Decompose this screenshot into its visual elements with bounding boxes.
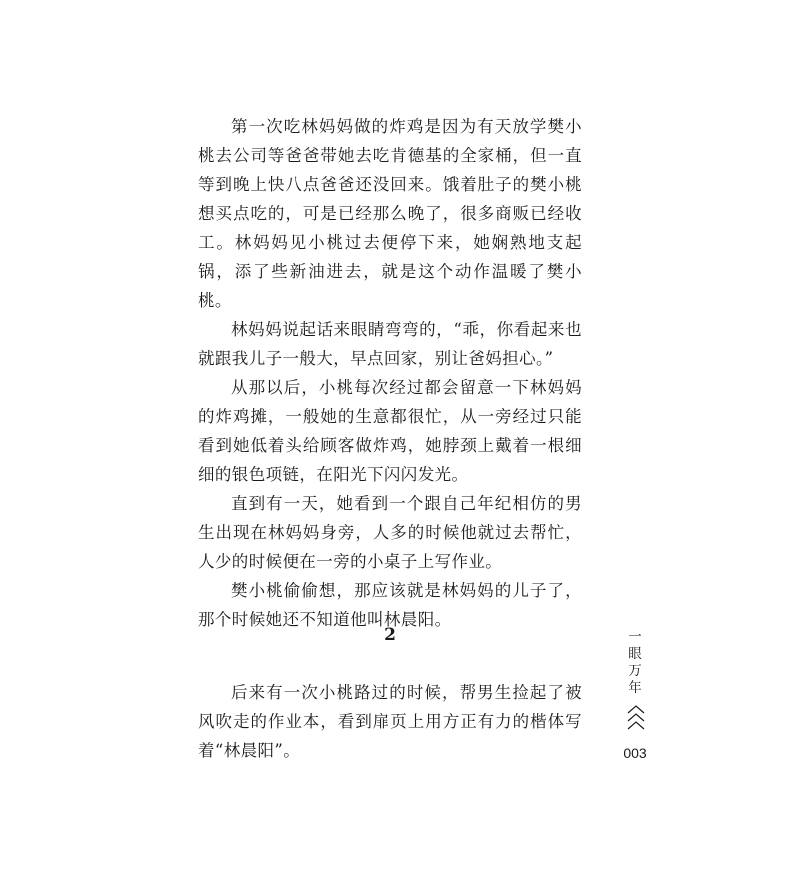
page-number: 003 bbox=[623, 745, 647, 761]
running-book-title bbox=[624, 629, 646, 697]
book-title-char: 年 bbox=[628, 680, 642, 696]
paragraph: 樊小桃偷偷想，那应该就是林妈妈的儿子了，那个时候她还不知道他叫林晨阳。 bbox=[198, 581, 582, 629]
section-number: 2 bbox=[384, 625, 396, 645]
paragraph: 林妈妈说起话来眼睛弯弯的，“乖，你看起来也就跟我儿子一般大，早点回家，别让爸妈担心。” bbox=[198, 320, 582, 368]
paragraph: 直到有一天，她看到一个跟自己年纪相仿的男生出现在林妈妈身旁，人多的时候他就过去帮忙，人少的时候便在一旁的小桌子上写作业。 bbox=[198, 494, 582, 571]
book-title-char: 一 bbox=[628, 629, 642, 645]
body-text bbox=[198, 112, 582, 634]
book-title-char: 眼 bbox=[628, 646, 642, 662]
book-title-char: 万 bbox=[628, 663, 642, 679]
paragraph: 第一次吃林妈妈做的炸鸡是因为有天放学樊小桃去公司等爸爸带她去吃肯德基的全家桶，但一直等到晚上快八点爸爸还没回来。饿着肚子的樊小桃想买点吃的，可是已经那么晚了，很多商贩已经收工。林妈妈见小桃过去便停下来，她娴熟地支起锅，添了些新油进去，就是这个动作温暖了樊小桃。 bbox=[198, 117, 582, 310]
body-text-2 bbox=[198, 678, 582, 765]
paragraph: 从那以后，小桃每次经过都会留意一下林妈妈的炸鸡摊，一般她的生意都很忙，从一旁经过只能看到她低着头给顾客做炸鸡，她脖颈上戴着一根细细的银色项链，在阳光下闪闪发光。 bbox=[198, 378, 582, 484]
triple-chevron-up-icon bbox=[626, 704, 646, 734]
paragraph: 后来有一次小桃路过的时候，帮男生捡起了被风吹走的作业本，看到扉页上用方正有力的楷体写着“林晨阳”。 bbox=[198, 683, 582, 760]
